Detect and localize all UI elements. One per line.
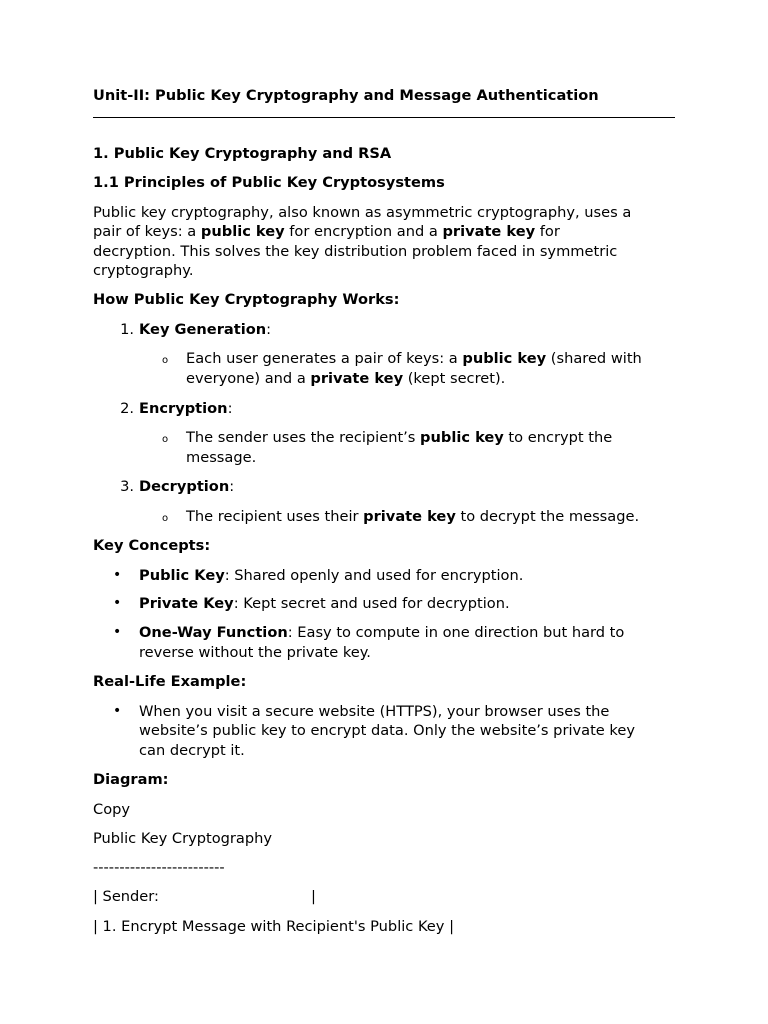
title-divider <box>93 117 675 118</box>
step-title: Decryption: <box>139 478 235 495</box>
example-line: website’s public key to encrypt data. Only the website’s private key <box>139 722 635 739</box>
sub-bullet: o <box>162 434 169 445</box>
step-detail-line: Each user generates a pair of keys: a public key (shared with <box>186 350 642 367</box>
concept-item-continued: reverse without the private key. <box>139 644 371 661</box>
step-title: Encryption: <box>139 400 233 417</box>
concepts-heading: Key Concepts: <box>93 537 211 554</box>
bullet-dot: • <box>113 567 122 583</box>
concept-item: Public Key: Shared openly and used for encryption. <box>139 567 524 584</box>
step-title: Key Generation: <box>139 321 272 338</box>
how-heading: How Public Key Cryptography Works: <box>93 291 400 308</box>
intro-line-1: Public key cryptography, also known as asymmetric cryptography, uses a <box>93 204 632 221</box>
step-detail-line: The sender uses the recipient’s public key to encrypt the <box>186 429 613 446</box>
document-title: Unit-II: Public Key Cryptography and Message Authentication <box>93 87 599 104</box>
step-number: 3. <box>120 478 134 495</box>
example-line: When you visit a secure website (HTTPS), your browser uses the <box>139 703 610 720</box>
bullet-dot: • <box>113 703 122 719</box>
intro-line-2: pair of keys: a public key for encryption and a private key for <box>93 223 560 240</box>
example-heading: Real-Life Example: <box>93 673 247 690</box>
step-detail-line: The recipient uses their private key to decrypt the message. <box>186 508 640 525</box>
sub-bullet: o <box>162 513 169 524</box>
bullet-dot: • <box>113 624 122 640</box>
section-heading: 1. Public Key Cryptography and RSA <box>93 145 392 162</box>
diagram-rule: ------------------------- <box>93 859 225 876</box>
intro-line-3: decryption. This solves the key distribution problem faced in symmetric <box>93 243 618 260</box>
concept-item: Private Key: Kept secret and used for decryption. <box>139 595 510 612</box>
subsection-heading: 1.1 Principles of Public Key Cryptosystems <box>93 174 445 191</box>
diagram-heading: Diagram: <box>93 771 169 788</box>
diagram-title: Public Key Cryptography <box>93 830 273 847</box>
diagram-row-sender: | Sender: | <box>93 888 316 905</box>
diagram-row-encrypt: | 1. Encrypt Message with Recipient's Public Key | <box>93 918 454 935</box>
sub-bullet: o <box>162 355 169 366</box>
step-number: 2. <box>120 400 134 417</box>
step-detail-line: message. <box>186 449 257 466</box>
example-line: can decrypt it. <box>139 742 245 759</box>
copy-label: Copy <box>93 801 131 818</box>
step-detail-line: everyone) and a private key (kept secret). <box>186 370 506 387</box>
step-number: 1. <box>120 321 134 338</box>
concept-item: One-Way Function: Easy to compute in one direction but hard to <box>139 624 625 641</box>
bullet-dot: • <box>113 595 122 611</box>
intro-line-4: cryptography. <box>93 262 194 279</box>
